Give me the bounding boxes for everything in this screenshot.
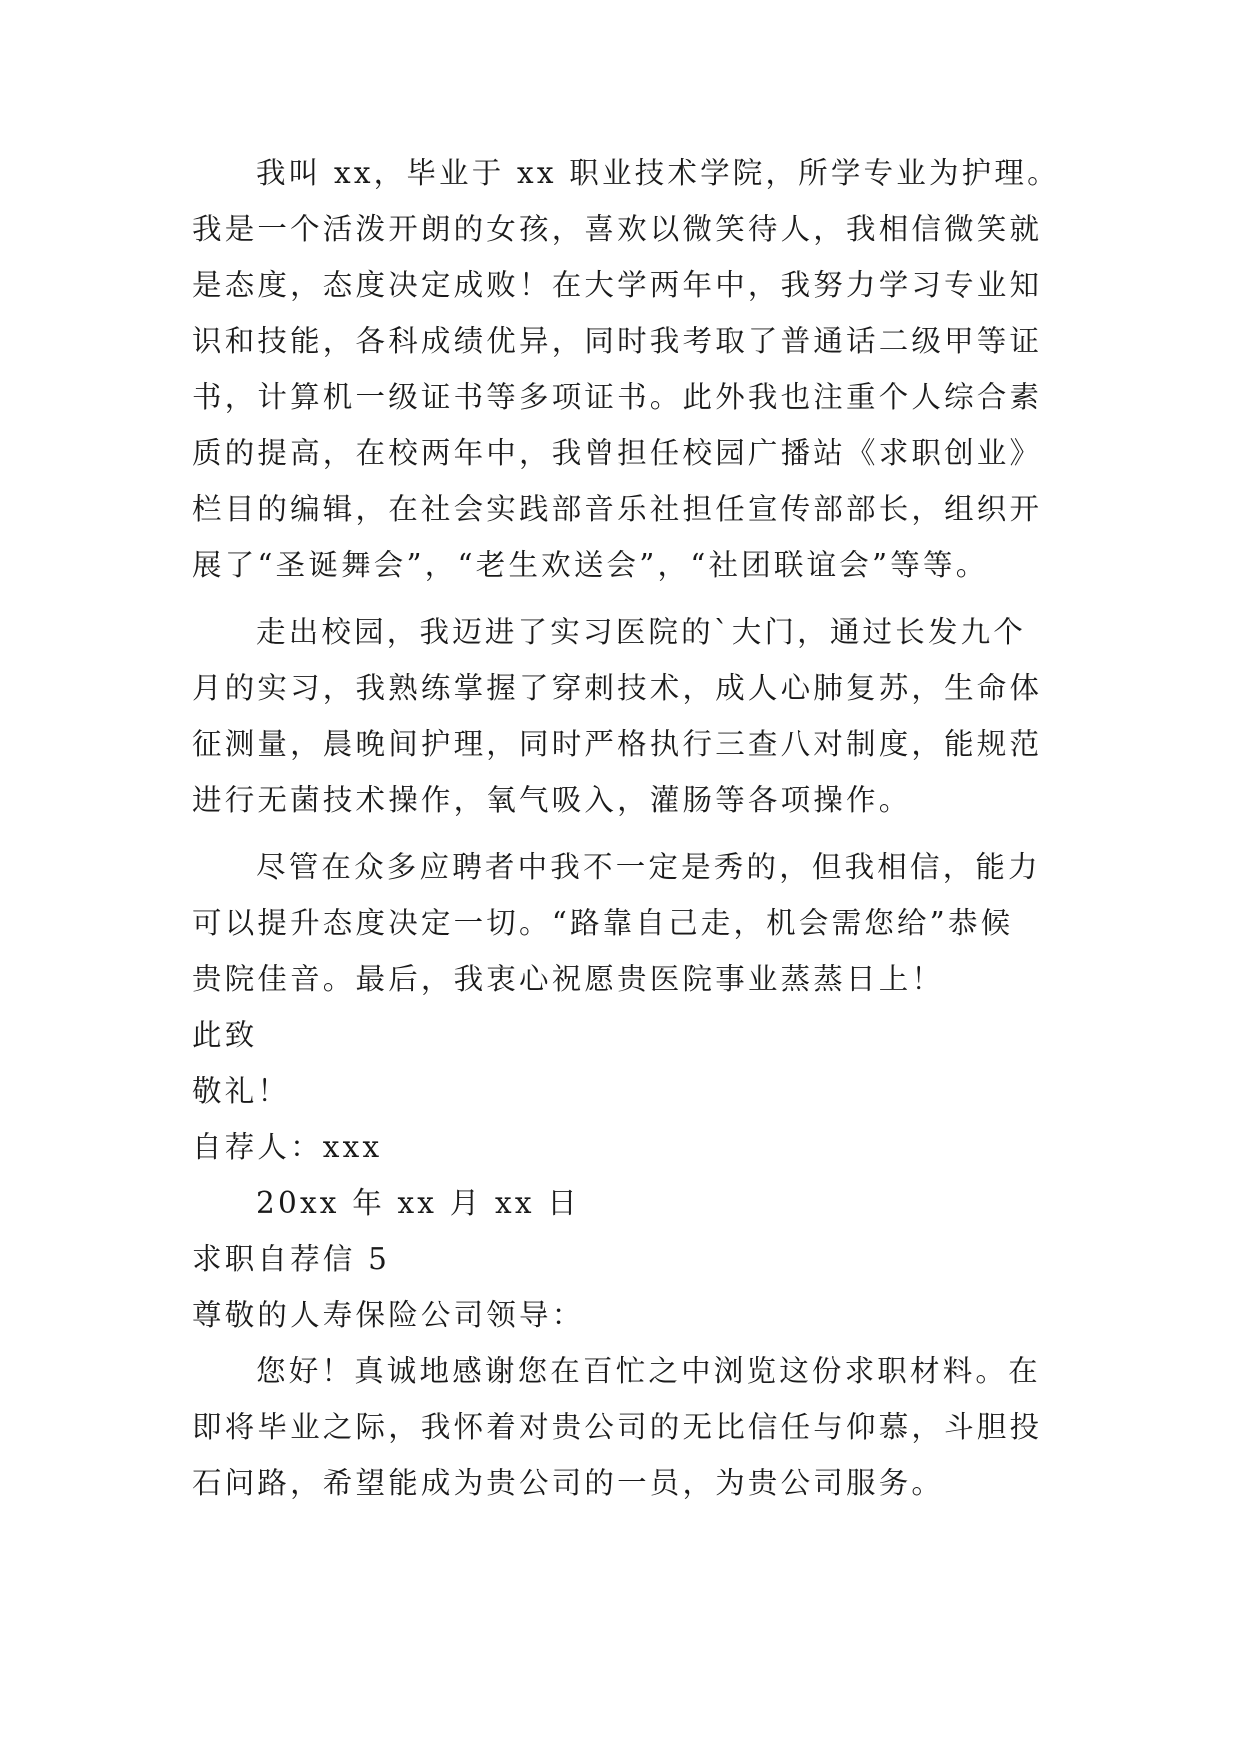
- closing-respect: 敬礼！: [192, 1074, 291, 1108]
- text-line: 石问路，希望能成为贵公司的一员，为贵公司服务。: [192, 1466, 945, 1500]
- text-line: 栏目的编辑，在社会实践部音乐社担任宣传部部长，组织开: [192, 492, 1043, 526]
- text-line: 即将毕业之际，我怀着对贵公司的无比信任与仰慕，斗胆投: [192, 1410, 1043, 1444]
- text-line: 您好！真诚地感谢您在百忙之中浏览这份求职材料。在: [256, 1354, 1041, 1388]
- text-line: 贵院佳音。最后，我衷心祝愿贵医院事业蒸蒸日上！: [192, 962, 945, 996]
- text-line: 月的实习，我熟练掌握了穿刺技术，成人心肺复苏，生命体: [192, 671, 1043, 705]
- closing-salutation: 此致: [192, 1018, 258, 1052]
- greeting-line: 尊敬的人寿保险公司领导：: [192, 1298, 585, 1332]
- text-line: 尽管在众多应聘者中我不一定是秀的，但我相信，能力: [256, 850, 1041, 884]
- signature-line: 自荐人：xxx: [192, 1130, 383, 1164]
- text-line: 识和技能，各科成绩优异，同时我考取了普通话二级甲等证: [192, 324, 1043, 358]
- text-line: 我是一个活泼开朗的女孩，喜欢以微笑待人，我相信微笑就: [192, 212, 1043, 246]
- date-line: 20xx 年 xx 月 xx 日: [256, 1186, 580, 1220]
- text-line: 进行无菌技术操作，氧气吸入，灌肠等各项操作。: [192, 783, 912, 817]
- text-line: 走出校园，我迈进了实习医院的`大门，通过长发九个: [256, 615, 1027, 649]
- text-line: 是态度，态度决定成败！在大学两年中，我努力学习专业知: [192, 268, 1043, 302]
- text-line: 质的提高，在校两年中，我曾担任校园广播站《求职创业》: [192, 436, 1043, 470]
- text-line: 可以提升态度决定一切。“路靠自己走，机会需您给”恭候: [192, 906, 1014, 940]
- section-title: 求职自荐信 5: [192, 1242, 391, 1276]
- text-line: 我叫 xx，毕业于 xx 职业技术学院，所学专业为护理。: [256, 156, 1060, 190]
- text-line: 书，计算机一级证书等多项证书。此外我也注重个人综合素: [192, 380, 1043, 414]
- text-line: 征测量，晨晚间护理，同时严格执行三查八对制度，能规范: [192, 727, 1043, 761]
- text-line: 展了“圣诞舞会”，“老生欢送会”，“社团联谊会”等等。: [192, 548, 989, 582]
